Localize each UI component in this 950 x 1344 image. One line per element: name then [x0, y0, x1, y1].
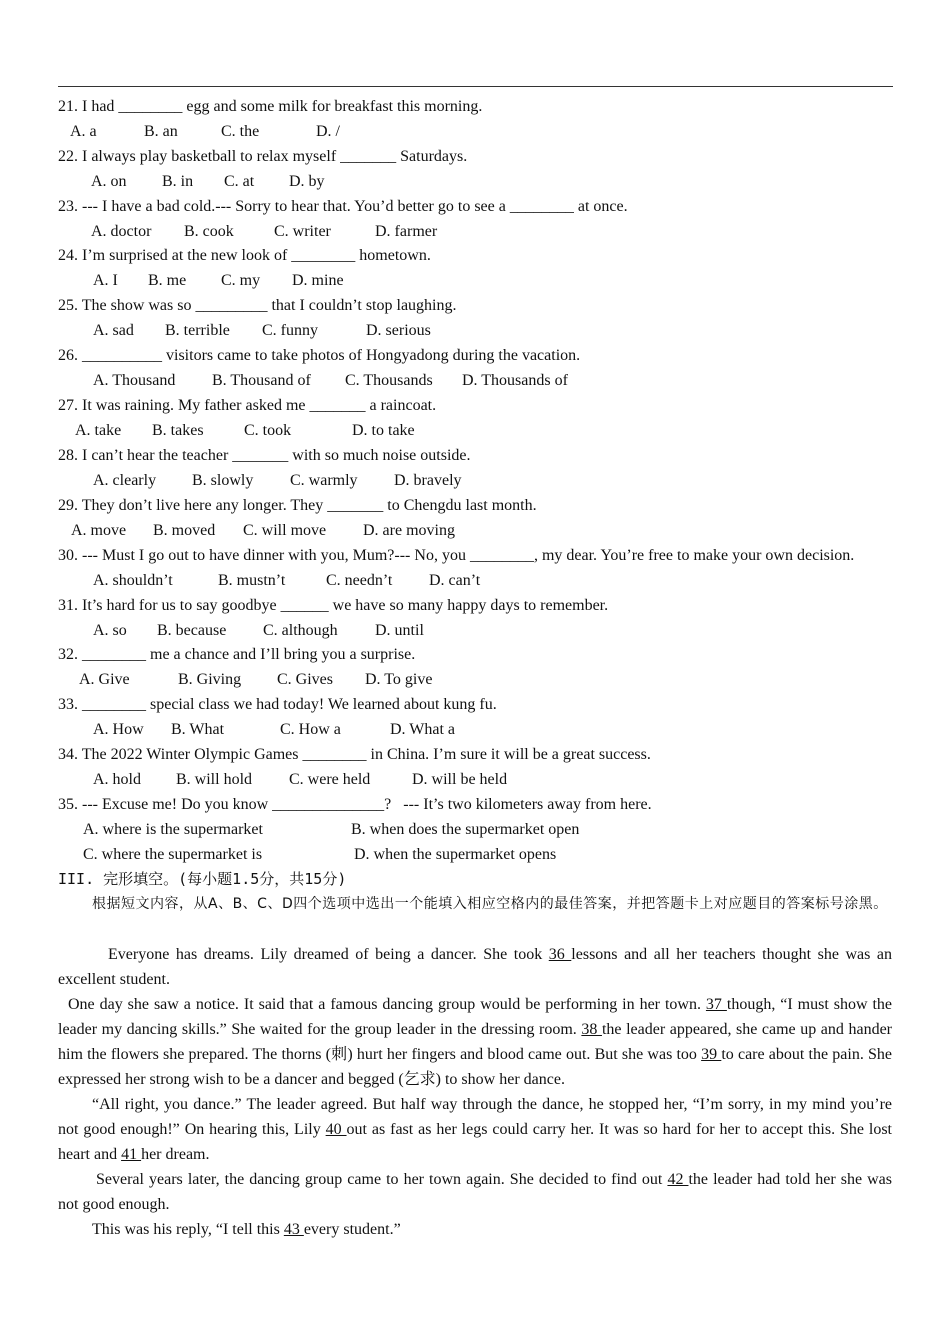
option-24-d[interactable]: D. mine: [292, 272, 344, 289]
option-22-d[interactable]: D. by: [289, 173, 325, 190]
option-21-d[interactable]: D. /: [316, 123, 340, 140]
option-30-a[interactable]: A. shouldn’t: [93, 572, 173, 589]
option-24-c[interactable]: C. my: [221, 272, 261, 289]
question-29: 29. They don’t live here any longer. They _______ to Chengdu last month.: [58, 497, 537, 514]
option-26-c[interactable]: C. Thousands: [345, 372, 433, 389]
option-29-b[interactable]: B. moved: [153, 522, 216, 539]
passage-paragraph-3: “All right, you dance.” The leader agreed. But half way through the dance, he stopped her, “I’m sorry, in my mind you’re not good enough!” On hearing this, Lily 40 out as fast as her legs could carry her. It was so hard for her to accept this. She lost heart and 41 her dream.: [58, 1096, 892, 1163]
option-24-a[interactable]: A. I: [93, 272, 118, 289]
option-23-a[interactable]: A. doctor: [91, 223, 152, 240]
question-30: 30. --- Must I go out to have dinner with you, Mum?--- No, you ________, my dear. You’re free to make your own decision.: [58, 547, 855, 564]
option-21-c[interactable]: C. the: [221, 123, 260, 140]
option-33-a[interactable]: A. How: [93, 721, 144, 738]
question-23: 23. --- I have a bad cold.--- Sorry to hear that. You’d better go to see a ________ at once.: [58, 198, 628, 215]
option-23-b[interactable]: B. cook: [184, 223, 234, 240]
option-25-b[interactable]: B. terrible: [165, 322, 230, 339]
option-26-a[interactable]: A. Thousand: [93, 372, 176, 389]
option-31-c[interactable]: C. although: [263, 622, 338, 639]
blank-41: 41: [121, 1146, 142, 1163]
option-31-a[interactable]: A. so: [93, 622, 127, 639]
option-32-b[interactable]: B. Giving: [178, 671, 242, 688]
option-30-d[interactable]: D. can’t: [429, 572, 481, 589]
option-30-c[interactable]: C. needn’t: [326, 572, 393, 589]
option-29-a[interactable]: A. move: [71, 522, 127, 539]
question-31: 31. It’s hard for us to say goodbye ______ we have so many happy days to remember.: [58, 597, 609, 614]
blank-36: 36: [548, 946, 572, 963]
blank-38: 38: [581, 1021, 602, 1038]
option-33-b[interactable]: B. What: [171, 721, 225, 738]
option-26-d[interactable]: D. Thousands of: [462, 372, 568, 389]
question-25: 25. The show was so _________ that I couldn’t stop laughing.: [58, 297, 457, 314]
question-34: 34. The 2022 Winter Olympic Games ________ in China. I’m sure it will be a great success.: [58, 746, 651, 763]
option-35-d[interactable]: D. when the supermarket opens: [354, 846, 557, 863]
option-28-b[interactable]: B. slowly: [192, 472, 254, 489]
option-32-a[interactable]: A. Give: [79, 671, 130, 688]
option-28-a[interactable]: A. clearly: [93, 472, 157, 489]
question-24: 24. I’m surprised at the new look of ________ hometown.: [58, 247, 431, 264]
option-33-c[interactable]: C. How a: [280, 721, 341, 738]
option-25-d[interactable]: D. serious: [366, 322, 431, 339]
option-21-b[interactable]: B. an: [144, 123, 178, 140]
option-32-d[interactable]: D. To give: [365, 671, 433, 688]
question-33: 33. ________ special class we had today! We learned about kung fu.: [58, 696, 497, 713]
option-23-d[interactable]: D. farmer: [375, 223, 438, 240]
option-23-c[interactable]: C. writer: [274, 223, 331, 240]
passage-paragraph-1: Everyone has dreams. Lily dreamed of being a dancer. She took 36 lessons and all her teachers thought she was an excellent student.: [58, 946, 893, 988]
option-34-b[interactable]: B. will hold: [176, 771, 253, 788]
option-31-b[interactable]: B. because: [157, 622, 227, 639]
blank-37: 37: [705, 996, 727, 1013]
option-32-c[interactable]: C. Gives: [277, 671, 333, 688]
option-35-a[interactable]: A. where is the supermarket: [83, 821, 263, 838]
option-35-c[interactable]: C. where the supermarket is: [83, 846, 263, 863]
option-26-b[interactable]: B. Thousand of: [212, 372, 311, 389]
option-27-b[interactable]: B. takes: [152, 422, 204, 439]
option-31-d[interactable]: D. until: [375, 622, 424, 639]
option-22-c[interactable]: C. at: [224, 173, 255, 190]
blank-40: 40: [325, 1121, 347, 1138]
option-27-c[interactable]: C. took: [244, 422, 292, 439]
header-rule: [58, 86, 893, 87]
option-29-c[interactable]: C. will move: [243, 522, 327, 539]
section-3-heading: III. 完形填空。(每小题1.5分，共15分): [58, 870, 347, 888]
option-34-a[interactable]: A. hold: [93, 771, 141, 788]
question-26: 26. __________ visitors came to take photos of Hongyadong during the vacation.: [58, 347, 581, 364]
blank-39: 39: [701, 1046, 722, 1063]
option-35-b[interactable]: B. when does the supermarket open: [351, 821, 580, 838]
question-32: 32. ________ me a chance and I’ll bring you a surprise.: [58, 646, 416, 663]
option-25-c[interactable]: C. funny: [262, 322, 318, 339]
option-30-b[interactable]: B. mustn’t: [218, 572, 286, 589]
option-34-c[interactable]: C. were held: [289, 771, 371, 788]
question-28: 28. I can’t hear the teacher _______ with so much noise outside.: [58, 447, 471, 464]
option-29-d[interactable]: D. are moving: [363, 522, 455, 539]
passage-paragraph-2: One day she saw a notice. It said that a famous dancing group would be performing in her town. 37 though, “I must show the leader my dancing skills.” She waited for the group leader in the dressing room. 38 the leader appeared, she came up and hander him the flowers she prepared. The thorns (刺) hurt her fingers and blood came out. But she was too 39 to care about the pain. She expressed her strong wish to be a dancer and begged (乞求) to show her dance.: [58, 996, 893, 1088]
option-28-d[interactable]: D. bravely: [394, 472, 462, 489]
option-27-d[interactable]: D. to take: [352, 422, 415, 439]
blank-43: 43: [283, 1221, 304, 1238]
option-27-a[interactable]: A. take: [75, 422, 122, 439]
passage-paragraph-4: Several years later, the dancing group came to her town again. She decided to find out 42 the leader had told her she was not good enough.: [58, 1171, 893, 1213]
option-24-b[interactable]: B. me: [148, 272, 187, 289]
section-3-instruction: 根据短文内容，从A、B、C、D四个选项中选出一个能填入相应空格内的最佳答案，并把答题卡上对应题目的答案标号涂黑。: [92, 896, 888, 912]
question-27: 27. It was raining. My father asked me _______ a raincoat.: [58, 397, 437, 414]
option-21-a[interactable]: A. a: [70, 123, 97, 140]
option-25-a[interactable]: A. sad: [93, 322, 134, 339]
question-22: 22. I always play basketball to relax myself _______ Saturdays.: [58, 148, 468, 165]
blank-42: 42: [667, 1171, 689, 1188]
option-28-c[interactable]: C. warmly: [290, 472, 358, 489]
option-33-d[interactable]: D. What a: [390, 721, 456, 738]
question-21: 21. I had ________ egg and some milk for breakfast this morning.: [58, 98, 483, 115]
option-34-d[interactable]: D. will be held: [412, 771, 508, 788]
option-22-b[interactable]: B. in: [162, 173, 194, 190]
option-22-a[interactable]: A. on: [91, 173, 127, 190]
question-35: 35. --- Excuse me! Do you know ______________? --- It’s two kilometers away from here.: [58, 796, 652, 813]
passage-paragraph-5: This was his reply, “I tell this 43 every student.”: [92, 1221, 401, 1238]
